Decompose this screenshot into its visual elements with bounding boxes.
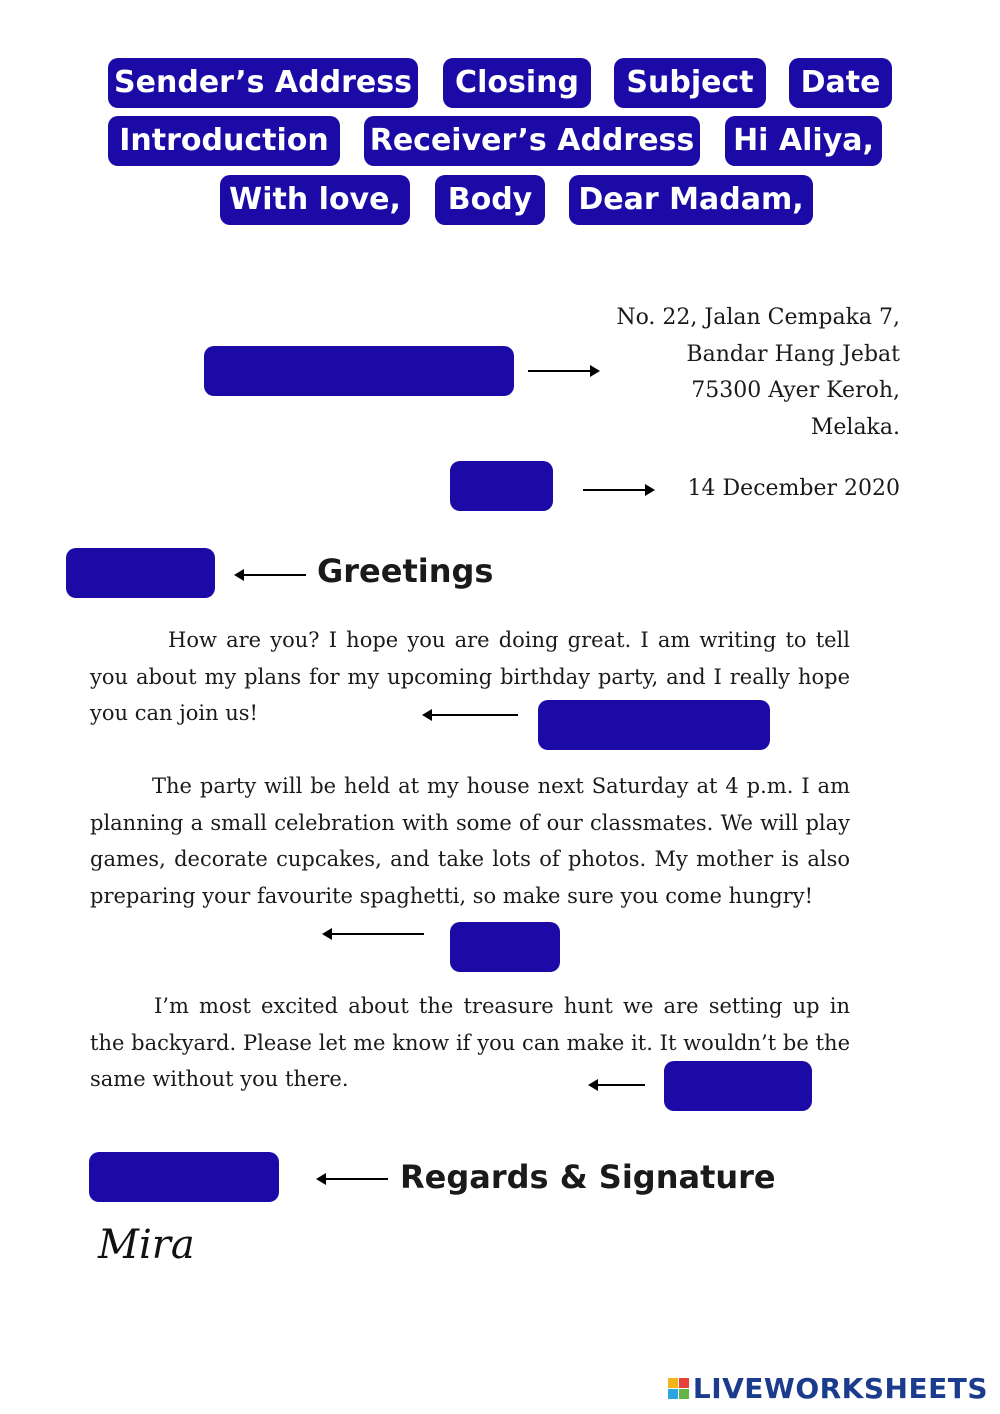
drop-zone-body[interactable] [450,922,560,972]
drop-zone-introduction[interactable] [538,700,770,750]
paragraph-body: The party will be held at my house next Saturday at 4 p.m. I am planning a small celebration with some of our classmates. We will play games, decorate cupcakes, and take lots of photos. My mother is also preparing your favourite spaghetti, so make sure you come hungry! [90,774,850,908]
chip-receivers-address[interactable]: Receiver’s Address [364,116,700,166]
paragraph-closing: I’m most excited about the treasure hunt we are setting up in the backyard. Please let me know if you can make it. It wouldn’t be the same without you there. [90,994,850,1091]
signature: Mira [98,1222,195,1268]
chip-introduction[interactable]: Introduction [108,116,340,166]
arrow-right-icon [583,489,653,491]
chip-subject[interactable]: Subject [614,58,766,108]
arrow-left-icon [236,574,306,576]
chip-closing[interactable]: Closing [443,58,591,108]
address-line-1: No. 22, Jalan Cempaka 7, [616,305,900,330]
drop-zone-closing[interactable] [664,1061,812,1111]
greetings-label: Greetings [317,552,494,590]
chip-date[interactable]: Date [789,58,892,108]
chip-with-love[interactable]: With love, [220,175,410,225]
arrow-left-icon [324,933,424,935]
chip-body[interactable]: Body [435,175,545,225]
liveworksheets-logo [668,1372,988,1405]
paragraph-introduction: How are you? I hope you are doing great. I am writing to tell you about my plans for my upcoming birthday party, and I really hope you can join us! [90,628,850,725]
brand-name: LIVEWORKSHEETS [692,1372,988,1405]
arrow-left-icon [424,714,518,716]
drop-zone-date[interactable] [450,461,553,511]
arrow-left-icon [318,1178,388,1180]
address-line-2: Bandar Hang Jebat [686,341,900,367]
sender-address [616,300,900,446]
chip-dear-madam[interactable]: Dear Madam, [569,175,813,225]
drop-zone-greeting[interactable] [66,548,215,598]
arrow-left-icon [590,1084,645,1086]
arrow-right-icon [528,370,598,372]
letter-date: 14 December 2020 [687,476,900,501]
chip-senders-address[interactable]: Sender’s Address [108,58,418,108]
drop-zone-regards[interactable] [89,1152,279,1202]
chip-hi-aliya[interactable]: Hi Aliya, [725,116,882,166]
drop-zone-address[interactable] [204,346,514,396]
address-line-3: 75300 Ayer Keroh, [691,378,900,403]
regards-label: Regards & Signature [400,1158,776,1196]
address-line-4: Melaka. [810,414,900,440]
logo-icon [668,1378,689,1399]
